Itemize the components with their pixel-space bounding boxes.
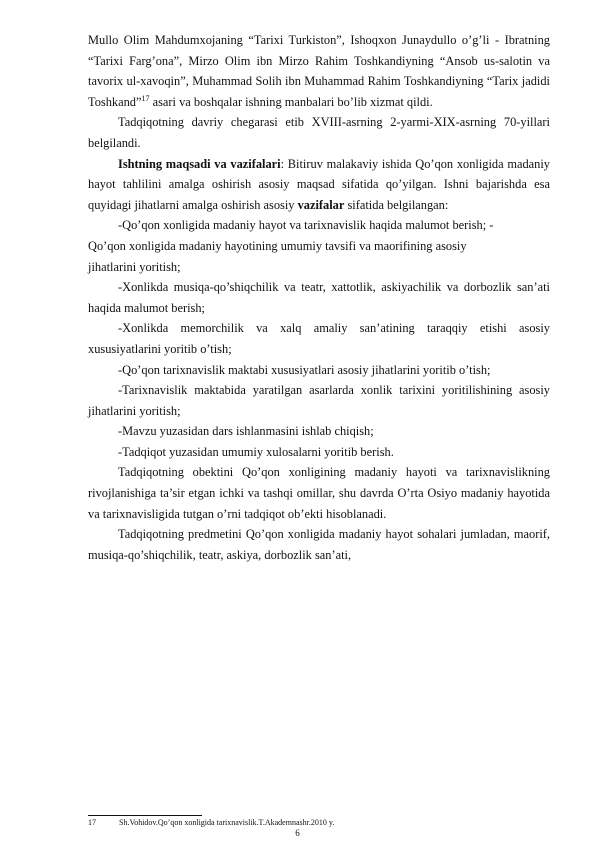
task-item: -Qo’qon tarixnavislik maktabi xususiyatlari asosiy jihatlarini yoritib o’tish;	[118, 362, 491, 377]
footnote-number: 17	[88, 818, 96, 827]
footnote-ref[interactable]: 17	[141, 93, 150, 103]
task-item: -Tadqiqot yuzasidan umumiy xulosalarni yoritib berish.	[118, 444, 394, 459]
paragraph-subject: Tadqiqotning predmetini Qo’qon xonligida madaniy hayot sohalari jumladan, maorif, musiqa-qo’shiqchilik, teatr, askiya, dorbozlik san’ati,	[88, 527, 550, 562]
footnote	[88, 818, 550, 828]
task-item: -Xonlikda memorchilik va xalq amaliy san’atining taraqqiy etishi asosiy xususiyatlarini yoritib o’tish;	[88, 321, 550, 356]
page-number: 6	[295, 828, 300, 838]
paragraph-period: Tadqiqotning davriy chegarasi etib XVIII-asrning 2-yarmi-XIX-asrning 70-yillari belgilandi.	[88, 115, 550, 150]
body-text	[88, 30, 550, 565]
footnote-divider	[88, 815, 202, 816]
paragraph-goals: Ishtning maqsadi va vazifalari: Bitiruv malakaviy ishida Qo’qon xonligida madaniy hayot tahlilini amalga oshirish asosiy maqsad sifatida qo’yilgan. Ishni bajarishda esa quyidagi jihatlarni amalga oshirish asosiy vazifalar sifatida belgilangan:	[88, 156, 550, 212]
task-item: -Qo’qon xonligida madaniy hayot va tarixnavislik haqida malumot berish; -	[118, 218, 494, 233]
task-item: -Mavzu yuzasidan dars ishlanmasini ishlab chiqish;	[118, 424, 374, 439]
footnote-text: Sh.Vohidov.Qo’qon xonligida tarixnavislik.T.Akademnashr.2010 y.	[119, 818, 335, 827]
task-item: jihatlarini yoritish;	[88, 259, 181, 274]
paragraph-object: Tadqiqotning obektini Qo’qon xonligining madaniy hayoti va tarixnavislikning rivojlanishiga ta’sir etgan ichki va tashqi omillar, shu davrda O’rta Osiyo madaniy hayotida va tarixnavisligida tutgan o’rni tadqiqot ob’ekti hisoblanadi.	[88, 465, 550, 521]
goals-heading: Ishtning maqsadi va vazifalari	[118, 156, 281, 171]
task-item: Qo’qon xonligida madaniy hayotining umumiy tavsifi va maorifining asosiy	[88, 238, 467, 253]
task-item: -Tarixnavislik maktabida yaratilgan asarlarda xonlik tarixini yoritilishining asosiy jihatlarini yoritish;	[88, 383, 550, 418]
paragraph-sources: Mullo Olim Mahdumxojaning “Tarixi Turkiston”, Ishoqxon Junaydullo o’g’li - Ibratning “Tarixi Farg’ona”, Mirzo Olim ibn Mirzo Rahim Toshkandiyning “Ansob us-salotin va tavorix ul-xavoqin”, Muhammad Solih ibn Muhammad Rahim Toshkandiyning “Tarix jadidi Toshkand”$^{17}$ asari va boshqalar ishning manbalari bo’lib xizmat qildi.	[88, 33, 550, 109]
task-item: -Xonlikda musiqa-qo’shiqchilik va teatr, xattotlik, askiyachilik va dorbozlik san’ati haqida malumot berish;	[88, 280, 550, 315]
